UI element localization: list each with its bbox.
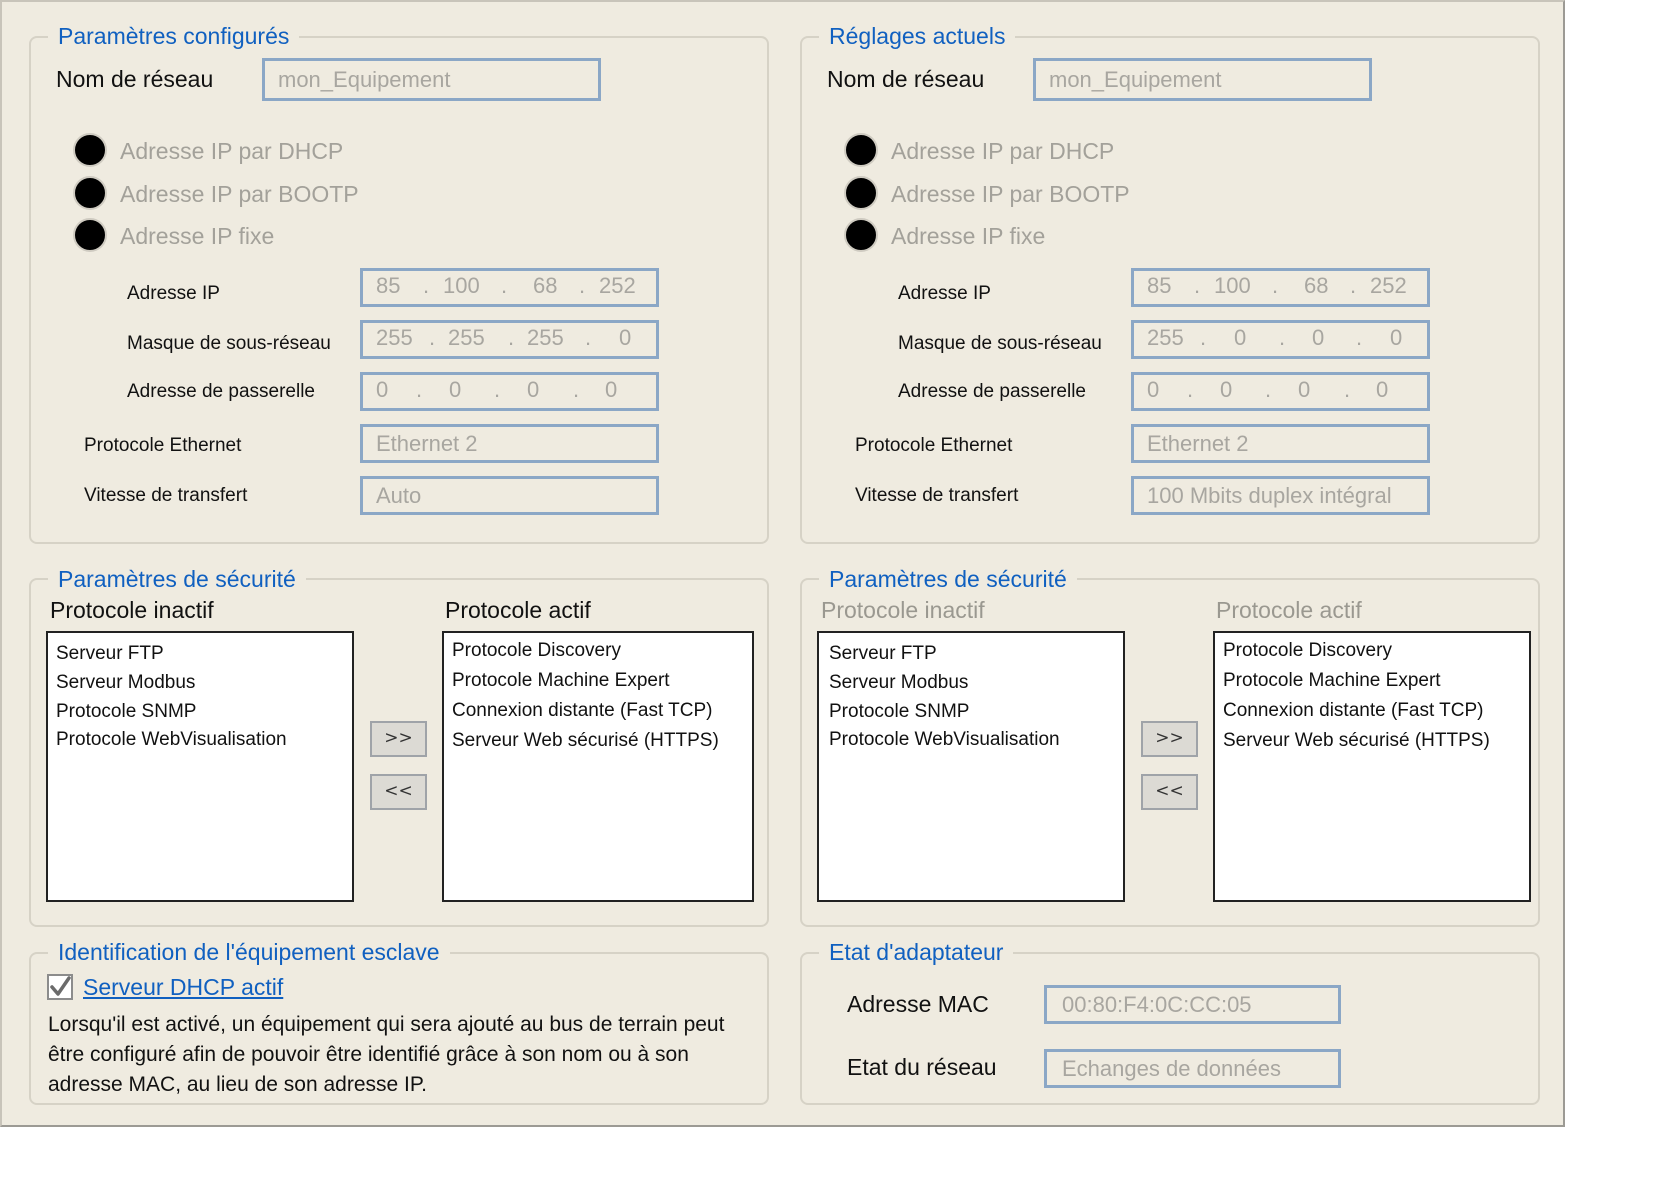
ip-address-label: Adresse IP <box>127 283 220 304</box>
remove-protocol-button[interactable]: << <box>370 774 427 810</box>
current-mask-octet-1: 255 <box>1147 325 1184 350</box>
current-bootp-radio-icon <box>844 176 878 210</box>
ip-dot: . <box>1350 273 1357 298</box>
list-item[interactable]: Serveur FTP <box>56 643 164 664</box>
mask-octet-1: 255 <box>376 325 413 350</box>
network-state-field: Echanges de données <box>1044 1049 1341 1088</box>
list-item[interactable]: Serveur Modbus <box>56 672 196 693</box>
dhcp-radio-icon[interactable] <box>73 133 107 167</box>
mask-octet-3: 255 <box>527 325 564 350</box>
mask-dot: . <box>508 325 515 350</box>
inactive-protocol-heading: Protocole inactif <box>50 597 214 623</box>
slave-description-text: Lorsqu'il est activé, un équipement qui sera ajouté au bus de terrain peut être configuré afin de pouvoir être identifié grâce à son nom ou à son adresse MAC, au lieu de son adresse IP. <box>48 1013 725 1096</box>
bootp-radio-label: Adresse IP par BOOTP <box>120 181 359 207</box>
mask-dot: . <box>1356 325 1363 350</box>
gateway-dot: . <box>1344 377 1351 402</box>
list-item[interactable]: Protocole WebVisualisation <box>56 729 287 750</box>
ip-dot: . <box>501 273 508 298</box>
current-fixed-ip-radio-label: Adresse IP fixe <box>891 223 1046 249</box>
current-ip-address-field <box>1131 268 1430 307</box>
current-fixed-ip-radio-icon <box>844 218 878 252</box>
current-ethernet-protocol-field: Ethernet 2 <box>1131 424 1430 463</box>
mask-dot: . <box>1200 325 1207 350</box>
current-gateway-octet-4: 0 <box>1376 377 1389 402</box>
current-subnet-mask-field <box>1131 320 1430 359</box>
adapter-state-title: Etat d'adaptateur <box>819 938 1013 966</box>
gateway-dot: . <box>573 377 580 402</box>
bootp-radio-icon[interactable] <box>73 176 107 210</box>
ethernet-protocol-label: Protocole Ethernet <box>84 435 242 456</box>
dhcp-server-link[interactable]: Serveur DHCP actif <box>83 974 284 1000</box>
ip-octet-2: 100 <box>443 273 480 298</box>
current-gateway-octet-1: 0 <box>1147 377 1160 402</box>
ethernet-protocol-field[interactable]: Ethernet 2 <box>360 424 659 463</box>
current-mask-octet-3: 0 <box>1312 325 1325 350</box>
gateway-dot: . <box>416 377 423 402</box>
gateway-dot: . <box>1265 377 1272 402</box>
fixed-ip-radio-label: Adresse IP fixe <box>120 223 275 249</box>
current-inactive-protocol-list <box>817 631 1125 902</box>
transfer-speed-label: Vitesse de transfert <box>84 485 248 506</box>
ip-dot: . <box>423 273 430 298</box>
mask-octet-4: 0 <box>619 325 632 350</box>
list-item[interactable]: Connexion distante (Fast TCP) <box>452 700 713 721</box>
gateway-octet-2: 0 <box>449 377 462 402</box>
current-transfer-speed-field: 100 Mbits duplex intégral <box>1131 476 1430 515</box>
current-dhcp-radio-icon <box>844 133 878 167</box>
current-gateway-octet-3: 0 <box>1298 377 1311 402</box>
current-network-name-field: mon_Equipement <box>1033 58 1372 101</box>
gateway-octet-1: 0 <box>376 377 389 402</box>
list-item: Protocole Discovery <box>1223 640 1392 661</box>
current-security-settings-title: Paramètres de sécurité <box>819 565 1077 593</box>
mask-dot: . <box>1279 325 1286 350</box>
mac-address-field: 00:80:F4:0C:CC:05 <box>1044 985 1341 1024</box>
ip-octet-1: 85 <box>376 273 401 298</box>
list-item[interactable]: Serveur Web sécurisé (HTTPS) <box>452 730 719 751</box>
configured-settings-title: Paramètres configurés <box>48 22 299 50</box>
list-item: Connexion distante (Fast TCP) <box>1223 700 1484 721</box>
current-active-protocol-list <box>1213 631 1531 902</box>
current-gateway-field <box>1131 372 1430 411</box>
gateway-dot: . <box>494 377 501 402</box>
list-item: Protocole WebVisualisation <box>829 729 1060 750</box>
active-protocol-heading: Protocole actif <box>445 597 591 623</box>
subnet-mask-field[interactable] <box>360 320 659 359</box>
current-gateway-label: Adresse de passerelle <box>898 381 1086 402</box>
current-remove-protocol-button: << <box>1141 774 1198 810</box>
slave-identification-title: Identification de l'équipement esclave <box>48 938 450 966</box>
network-name-field[interactable]: mon_Equipement <box>262 58 601 101</box>
add-protocol-button[interactable]: >> <box>370 721 427 757</box>
gateway-label: Adresse de passerelle <box>127 381 315 402</box>
current-mask-octet-4: 0 <box>1390 325 1403 350</box>
network-name-label: Nom de réseau <box>56 66 214 92</box>
security-settings-title: Paramètres de sécurité <box>48 565 306 593</box>
gateway-octet-4: 0 <box>605 377 618 402</box>
current-active-protocol-heading: Protocole actif <box>1216 597 1362 623</box>
list-item: Protocole SNMP <box>829 701 970 722</box>
mask-dot: . <box>585 325 592 350</box>
current-ip-address-label: Adresse IP <box>898 283 991 304</box>
list-item: Serveur FTP <box>829 643 937 664</box>
ip-dot: . <box>1272 273 1279 298</box>
ip-dot: . <box>579 273 586 298</box>
current-network-name-label: Nom de réseau <box>827 66 985 92</box>
current-settings-title: Réglages actuels <box>819 22 1015 50</box>
ip-address-field[interactable] <box>360 268 659 307</box>
list-item[interactable]: Protocole SNMP <box>56 701 197 722</box>
inactive-protocol-list[interactable] <box>46 631 354 902</box>
active-protocol-list[interactable] <box>442 631 754 902</box>
current-ip-octet-1: 85 <box>1147 273 1172 298</box>
dhcp-radio-label: Adresse IP par DHCP <box>120 138 344 164</box>
mask-dot: . <box>429 325 436 350</box>
ip-octet-4: 252 <box>599 273 636 298</box>
current-mask-octet-2: 0 <box>1234 325 1247 350</box>
list-item: Serveur Modbus <box>829 672 969 693</box>
current-ip-octet-3: 68 <box>1304 273 1329 298</box>
current-inactive-protocol-heading: Protocole inactif <box>821 597 985 623</box>
current-ip-octet-2: 100 <box>1214 273 1251 298</box>
ip-dot: . <box>1194 273 1201 298</box>
current-bootp-radio-label: Adresse IP par BOOTP <box>891 181 1130 207</box>
network-state-label: Etat du réseau <box>847 1054 997 1080</box>
list-item[interactable]: Protocole Discovery <box>452 640 621 661</box>
current-transfer-speed-label: Vitesse de transfert <box>855 485 1019 506</box>
subnet-mask-label: Masque de sous-réseau <box>127 333 331 354</box>
fixed-ip-radio-icon[interactable] <box>73 218 107 252</box>
ip-octet-3: 68 <box>533 273 558 298</box>
gateway-dot: . <box>1187 377 1194 402</box>
gateway-octet-3: 0 <box>527 377 540 402</box>
current-gateway-octet-2: 0 <box>1220 377 1233 402</box>
transfer-speed-field[interactable]: Auto <box>360 476 659 515</box>
checkmark-icon <box>49 976 71 998</box>
list-item: Serveur Web sécurisé (HTTPS) <box>1223 730 1490 751</box>
mac-address-label: Adresse MAC <box>847 991 989 1017</box>
mask-octet-2: 255 <box>448 325 485 350</box>
current-add-protocol-button: >> <box>1141 721 1198 757</box>
gateway-field[interactable] <box>360 372 659 411</box>
current-ip-octet-4: 252 <box>1370 273 1407 298</box>
current-subnet-mask-label: Masque de sous-réseau <box>898 333 1102 354</box>
current-ethernet-protocol-label: Protocole Ethernet <box>855 435 1013 456</box>
list-item[interactable]: Protocole Machine Expert <box>452 670 670 691</box>
current-dhcp-radio-label: Adresse IP par DHCP <box>891 138 1115 164</box>
dhcp-server-checkbox[interactable] <box>47 974 73 1000</box>
list-item: Protocole Machine Expert <box>1223 670 1441 691</box>
